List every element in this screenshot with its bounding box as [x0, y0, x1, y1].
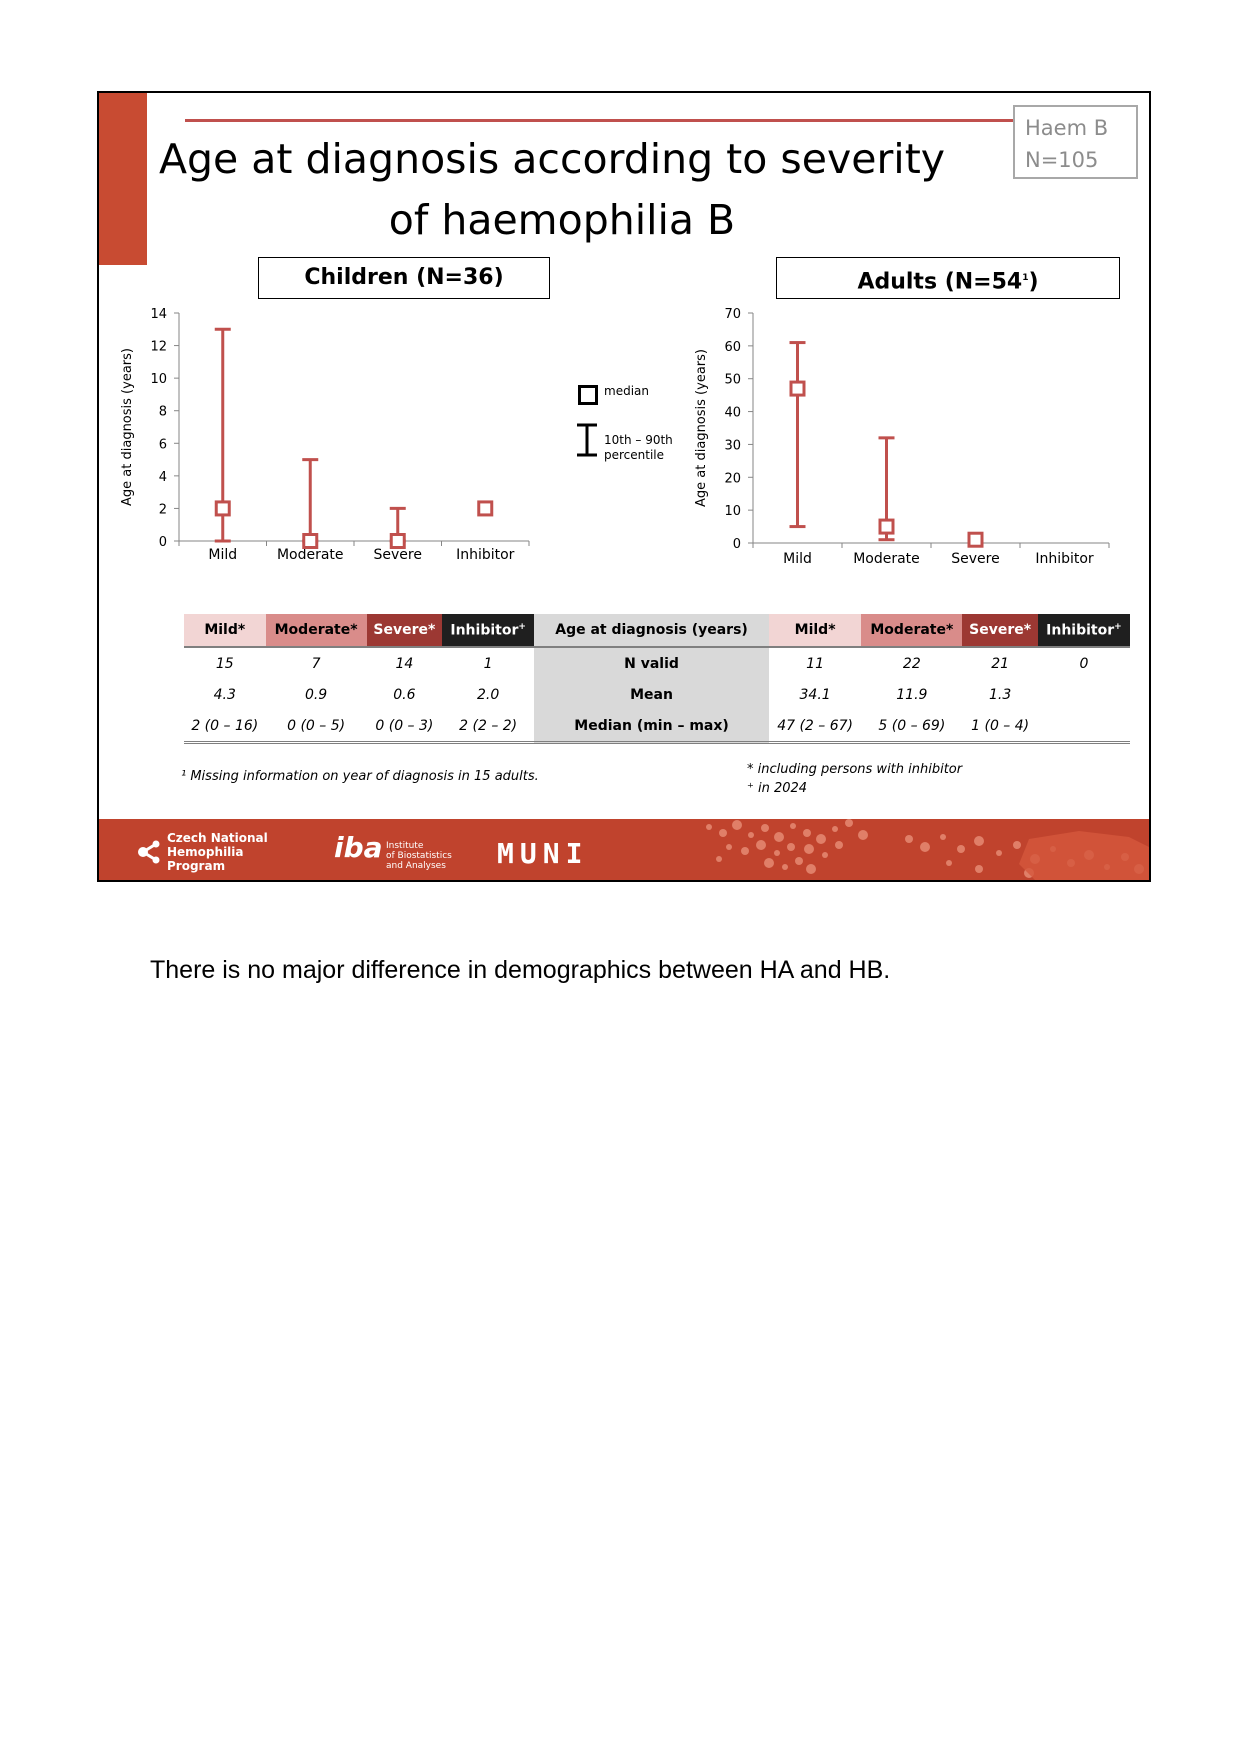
decorative-dot	[832, 826, 838, 832]
y-tick-label: 0	[158, 535, 167, 550]
median-marker-icon	[578, 385, 598, 405]
median-marker	[304, 535, 317, 548]
y-tick-label: 60	[724, 339, 741, 355]
legend-median-label: median	[604, 384, 649, 398]
table-cell: 15	[215, 655, 234, 672]
decorative-dot	[946, 860, 952, 866]
iba-small-3: and Analyses	[386, 861, 446, 871]
x-tick-label: Mild	[783, 551, 812, 567]
median-marker	[880, 520, 893, 533]
table-row	[184, 647, 1130, 679]
czech-hemophilia-logo	[167, 831, 287, 873]
th-age-at-diagnosis: Age at diagnosis (years)	[534, 614, 769, 647]
th-children-moderate: Moderate*	[266, 614, 367, 647]
row-label: N valid	[534, 647, 769, 679]
iba-small-2: of Biostatistics	[386, 851, 452, 861]
table-cell	[1038, 710, 1130, 743]
th-children-inhibitor	[442, 614, 534, 647]
decorative-dot	[835, 841, 843, 849]
y-tick-label: 2	[158, 502, 167, 518]
footnote-year: ⁺ in 2024	[747, 781, 808, 796]
table-cell: 5 (0 – 69)	[861, 710, 962, 743]
decorative-dot	[905, 835, 913, 843]
median-marker	[969, 533, 982, 546]
median-marker	[479, 502, 492, 515]
decorative-dot	[795, 857, 803, 865]
table-cell: 2 (0 – 16)	[184, 710, 266, 743]
y-tick-label: 8	[158, 404, 167, 420]
decorative-dot	[822, 852, 828, 858]
iba-small-1: Institute	[386, 841, 424, 851]
decorative-dot	[774, 850, 780, 856]
title-line-1: Age at diagnosis according to severity	[158, 135, 946, 183]
title-accent-block	[99, 93, 147, 265]
y-tick-label: 14	[150, 307, 167, 322]
adults-title-close: )	[1028, 269, 1039, 295]
haem-box-line2: N=105	[1025, 148, 1099, 172]
y-tick-label: 50	[724, 372, 741, 388]
x-tick-label: Moderate	[276, 547, 344, 563]
footnote-inhibitor: * including persons with inhibitor	[747, 762, 963, 777]
y-axis-label: Age at diagnosis (years)	[120, 348, 135, 506]
legend-percentile-label	[604, 433, 704, 463]
table-cell: 0.9	[304, 686, 328, 703]
decorative-dot	[806, 864, 816, 874]
table-cell: 0	[1079, 655, 1089, 672]
legend-percentile-line2: percentile	[604, 448, 665, 462]
adults-title-text: Adults (N=54	[857, 269, 1023, 295]
x-tick-label: Moderate	[853, 551, 920, 567]
decorative-dots	[699, 819, 1151, 882]
table-cell: 11.9	[896, 686, 928, 703]
th-children-severe: Severe*	[367, 614, 442, 647]
decorative-dot	[996, 850, 1002, 856]
x-tick-label: Inhibitor	[1035, 551, 1094, 567]
y-tick-label: 70	[724, 307, 741, 322]
decorative-dot	[920, 842, 930, 852]
iba-logo-mark: iba	[334, 831, 383, 864]
decorative-dot	[803, 829, 811, 837]
table-cell: 4.3	[213, 686, 236, 703]
table-cell: 21	[991, 655, 1010, 672]
row-label: Mean	[534, 679, 769, 710]
iba-logo-text	[386, 841, 466, 871]
decorative-dot	[845, 819, 853, 827]
decorative-dot	[816, 834, 826, 844]
iba-logo	[334, 831, 452, 871]
legend-percentile-line1: 10th – 90th	[604, 433, 673, 447]
th-children-inhibitor-text: Inhibitor	[450, 622, 519, 639]
table-cell: 2 (2 – 2)	[442, 710, 534, 743]
median-marker	[791, 382, 804, 395]
czech-logo-line1: Czech National	[167, 831, 268, 845]
th-adults-severe: Severe*	[962, 614, 1037, 647]
decorative-dot	[787, 843, 795, 851]
footer-band	[99, 819, 1151, 882]
y-tick-label: 10	[724, 504, 741, 520]
percentile-range-icon	[576, 423, 598, 457]
th-adults-inhibitor-sup: +	[1114, 621, 1122, 632]
table-cell: 0 (0 – 3)	[367, 710, 442, 743]
decorative-dot	[782, 864, 788, 870]
children-chart	[109, 293, 529, 563]
children-panel-title: Children (N=36)	[258, 257, 550, 299]
footnote-right	[747, 760, 962, 798]
x-tick-label: Inhibitor	[456, 547, 515, 563]
x-tick-label: Severe	[373, 547, 422, 563]
decorative-dot	[957, 845, 965, 853]
y-tick-label: 40	[724, 405, 741, 421]
y-tick-label: 20	[724, 471, 741, 487]
czech-logo-line2: Hemophilia	[167, 845, 244, 859]
chart-legend	[574, 373, 704, 493]
y-tick-label: 12	[150, 339, 167, 355]
y-tick-label: 10	[150, 372, 167, 388]
decorative-dot	[774, 832, 784, 842]
table-cell	[1038, 679, 1130, 710]
haem-b-box	[1013, 105, 1138, 179]
adults-title-sup: 1	[1022, 273, 1029, 283]
table-cell: 1.3	[988, 686, 1012, 703]
muni-logo: MUNI	[497, 837, 589, 870]
table-cell: 1 (0 – 4)	[962, 710, 1037, 743]
title-rule	[185, 119, 1135, 122]
th-adults-inhibitor-text: Inhibitor	[1046, 622, 1115, 639]
czech-logo-line3: Program	[167, 859, 226, 873]
table-cell: 2.0	[477, 686, 500, 703]
decorative-dot	[716, 856, 722, 862]
decorative-dot	[1013, 841, 1021, 849]
adults-chart	[669, 293, 1109, 567]
decorative-dot	[761, 824, 769, 832]
decorative-dot	[719, 829, 727, 837]
th-adults-mild: Mild*	[769, 614, 861, 647]
table-row	[184, 679, 1130, 710]
th-adults-inhibitor	[1038, 614, 1130, 647]
y-tick-label: 0	[732, 537, 741, 552]
decorative-dot	[741, 847, 749, 855]
table-cell: 34.1	[799, 686, 831, 703]
decorative-dot	[974, 836, 984, 846]
decorative-dot	[858, 830, 868, 840]
table-cell: 7	[311, 655, 321, 672]
x-tick-label: Severe	[951, 551, 1000, 567]
map-shape	[1019, 831, 1151, 882]
table-cell: 0 (0 – 5)	[266, 710, 367, 743]
decorative-dot	[748, 832, 754, 838]
haem-box-line1: Haem B	[1025, 116, 1109, 140]
y-tick-label: 30	[724, 438, 741, 454]
table-cell: 1	[483, 655, 493, 672]
decorative-dot	[706, 824, 712, 830]
decorative-dot	[804, 844, 814, 854]
decorative-dot	[756, 840, 766, 850]
molecule-icon	[137, 839, 163, 865]
decorative-dot	[732, 820, 742, 830]
table-cell: 0.6	[393, 686, 416, 703]
decorative-dot	[790, 823, 796, 829]
y-tick-label: 4	[158, 469, 167, 485]
slide-title	[157, 129, 947, 251]
y-axis-label: Age at diagnosis (years)	[694, 349, 709, 507]
caption-text: There is no major difference in demographics between HA and HB.	[150, 956, 891, 984]
table-cell: 11	[806, 655, 824, 672]
median-marker	[216, 502, 229, 515]
median-marker	[391, 535, 404, 548]
y-tick-label: 6	[158, 437, 167, 453]
th-adults-moderate: Moderate*	[861, 614, 962, 647]
th-children-inhibitor-sup: +	[518, 621, 526, 632]
decorative-dot	[764, 858, 774, 868]
footnote-missing-info: ¹ Missing information on year of diagnosis in 15 adults.	[181, 769, 539, 784]
table-cell: 22	[902, 655, 921, 672]
th-children-mild: Mild*	[184, 614, 266, 647]
title-line-2: of haemophilia B	[388, 196, 736, 244]
table-row	[184, 710, 1130, 743]
table-cell: 47 (2 – 67)	[769, 710, 861, 743]
summary-table	[184, 614, 1130, 744]
table-header-row	[184, 614, 1130, 647]
slide	[97, 91, 1151, 882]
x-tick-label: Mild	[208, 547, 238, 563]
table-cell: 14	[395, 655, 414, 672]
row-label: Median (min – max)	[534, 710, 769, 743]
decorative-dot	[975, 865, 983, 873]
decorative-dot	[726, 844, 732, 850]
decorative-dot	[940, 834, 946, 840]
